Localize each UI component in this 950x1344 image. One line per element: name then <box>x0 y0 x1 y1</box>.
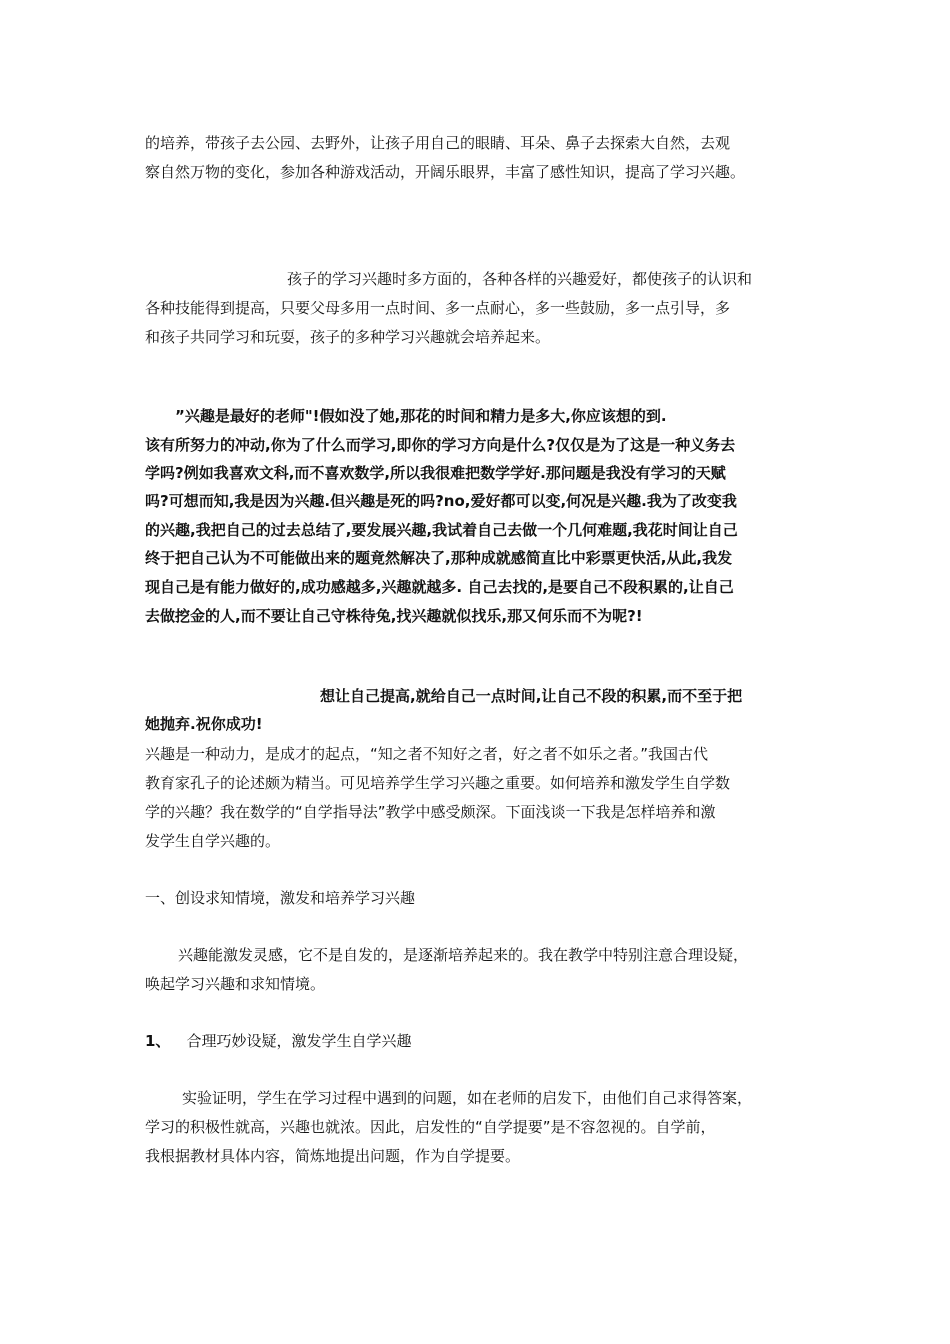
paragraph-5-line-4: 发学生自学兴趣的。 <box>145 832 281 850</box>
paragraph-2-line-2: 各种技能得到提高，只要父母多用一点时间、多一点耐心，多一些鼓励，多一点引导，多 <box>145 299 731 317</box>
paragraph-7-line-1: 实验证明，学生在学习过程中遇到的问题，如在老师的启发下，由他们自己求得答案， <box>182 1089 753 1107</box>
paragraph-6-line-1: 兴趣能激发灵感，它不是自发的，是逐渐培养起来的。我在教学中特别注意合理设疑， <box>178 946 749 964</box>
paragraph-4-line-1: 想让自己提高,就给自己一点时间,让自己不段的积累,而不至于把 <box>320 687 743 705</box>
paragraph-6-line-2: 唤起学习兴趣和求知情境。 <box>145 975 326 993</box>
paragraph-1-line-2: 察自然万物的变化，参加各种游戏活动，开阔乐眼界，丰富了感性知识，提高了学习兴趣。 <box>145 163 746 181</box>
paragraph-3-line-8: 去做挖金的人,而不要让自己守株待兔,找兴趣就似找乐,那又何乐而不为呢?! <box>145 607 643 625</box>
paragraph-3-line-6: 终于把自己认为不可能做出来的题竟然解决了,那种成就感简直比中彩票更快活,从此,我发 <box>145 549 733 567</box>
paragraph-1-line-1: 的培养，带孩子去公园、去野外，让孩子用自己的眼睛、耳朵、鼻子去探索大自然，去观 <box>145 134 731 152</box>
paragraph-3-line-3: 学吗?例如我喜欢文科,而不喜欢数学,所以我很难把数学学好.那问题是我没有学习的天赋 <box>145 464 726 482</box>
paragraph-5-line-1: 兴趣是一种动力，是成才的起点，“知之者不知好之者，好之者不如乐之者。”我国古代 <box>145 745 709 763</box>
paragraph-3-line-4: 吗?可想而知,我是因为兴趣.但兴趣是死的吗?no,爱好都可以变,何况是兴趣.我为了改变我 <box>145 492 737 510</box>
paragraph-5-line-2: 教育家孔子的论述颇为精当。可见培养学生学习兴趣之重要。如何培养和激发学生自学数 <box>145 774 731 792</box>
section-heading-1: 一、创设求知情境，激发和培养学习兴趣 <box>145 889 416 907</box>
paragraph-2-line-3: 和孩子共同学习和玩耍，孩子的多种学习兴趣就会培养起来。 <box>145 328 551 346</box>
paragraph-3-line-2: 该有所努力的冲动,你为了什么而学习,即你的学习方向是什么?仅仅是为了这是一种义务去 <box>145 436 736 454</box>
subsection-title: 合理巧妙设疑，激发学生自学兴趣 <box>186 1032 412 1050</box>
paragraph-7-line-3: 我根据教材具体内容，简炼地提出问题，作为自学提要。 <box>145 1147 521 1165</box>
paragraph-4-line-2: 她抛弃.祝你成功! <box>145 715 263 733</box>
paragraph-3-line-5: 的兴趣,我把自己的过去总结了,要发展兴趣,我试着自己去做一个几何难题,我花时间让自己 <box>145 521 738 539</box>
subsection-heading-1 <box>145 1030 815 1052</box>
paragraph-2-line-1: 孩子的学习兴趣时多方面的，各种各样的兴趣爱好，都使孩子的认识和 <box>287 270 753 288</box>
paragraph-3-line-7: 现自己是有能力做好的,成功感越多,兴趣就越多. 自己去找的,是要自己不段积累的,让自己 <box>145 578 734 596</box>
subsection-number: 1、 <box>145 1032 171 1050</box>
paragraph-7-line-2: 学习的积极性就高，兴趣也就浓。因此，启发性的“自学提要”是不容忽视的。自学前， <box>145 1118 716 1136</box>
paragraph-5-line-3: 学的兴趣？我在数学的“自学指导法”教学中感受颇深。下面浅谈一下我是怎样培养和激 <box>145 803 716 821</box>
paragraph-3-line-1: ”兴趣是最好的老师"!假如没了她,那花的时间和精力是多大,你应该想的到. <box>175 407 667 425</box>
